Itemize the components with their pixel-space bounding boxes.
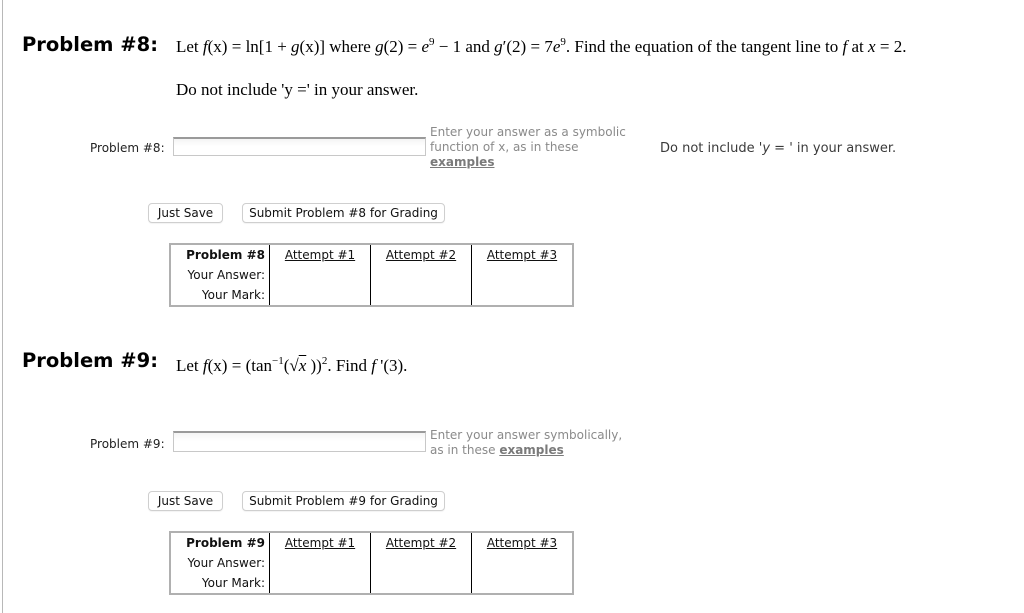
problem-9-attempts-table [169, 531, 574, 595]
stmt-exponent: −1 [272, 355, 284, 367]
stmt-text: (tan [245, 356, 272, 375]
stmt-text: . Find the equation of the tangent line to [565, 37, 839, 56]
stmt-text: 7 [544, 37, 553, 56]
stmt-text: ′(2) [502, 37, 527, 56]
note-var: y [762, 141, 771, 156]
mark-cell [472, 573, 574, 594]
stmt-text: (x) [207, 356, 228, 375]
problem-9-hint [430, 428, 622, 458]
stmt-var: e [552, 37, 561, 56]
stmt-text: Let [176, 37, 199, 56]
mark-cell [371, 285, 472, 306]
stmt-var: f [202, 37, 208, 56]
stmt-var: g [375, 37, 384, 56]
problem-8-instruction: Do not include 'y =' in your answer. [176, 80, 419, 99]
stmt-text: 2. [893, 37, 907, 56]
attempt-3-link[interactable]: Attempt #3 [486, 248, 558, 262]
stmt-text: ln[1 + [245, 37, 292, 56]
stmt-var: g [291, 37, 300, 56]
stmt-text: (x) [207, 37, 228, 56]
attempt-1-link[interactable]: Attempt #1 [284, 536, 356, 550]
stmt-text: (x)] [299, 37, 326, 56]
problem-8-attempts-table [169, 243, 574, 307]
stmt-text: (2) [383, 37, 404, 56]
stmt-var: f [371, 356, 377, 375]
stmt-text: where [329, 37, 371, 56]
hint-line: as in these [430, 443, 500, 457]
stmt-text: '(3). [376, 356, 408, 375]
mark-cell [472, 285, 574, 306]
problem-9-examples-link[interactable]: examples [499, 443, 564, 457]
problem-9-statement [176, 356, 407, 376]
problem-9-answer-input[interactable] [173, 431, 426, 452]
problem-8-statement [176, 37, 906, 57]
answer-cell [472, 265, 574, 285]
stmt-var: f [202, 356, 208, 375]
problem-9-just-save-button[interactable]: Just Save [148, 491, 223, 511]
stmt-text: at [851, 37, 864, 56]
problem-8-answer-input[interactable] [173, 137, 426, 156]
stmt-var: e [421, 37, 430, 56]
your-mark-label: Your Mark: [170, 573, 270, 594]
attempt-2-link[interactable]: Attempt #2 [385, 248, 457, 262]
stmt-var: f [842, 37, 848, 56]
answer-cell [472, 553, 574, 573]
stmt-text: − 1 and [438, 37, 490, 56]
attempts-table-title: Problem #9 [170, 532, 270, 553]
stmt-text: = [231, 356, 242, 375]
stmt-var: x [298, 356, 307, 375]
problem-8-hint [430, 125, 626, 170]
page-left-border [2, 0, 3, 613]
hint-line: Enter your answer as a symbolic [430, 125, 626, 139]
problem-8-just-save-button[interactable]: Just Save [148, 203, 223, 223]
problem-8-examples-link[interactable]: examples [430, 155, 495, 169]
problem-9-submit-button[interactable]: Submit Problem #9 for Grading [242, 491, 445, 511]
stmt-var: x [868, 37, 876, 56]
answer-cell [270, 265, 371, 285]
problem-9-heading: Problem #9: [22, 349, 158, 372]
stmt-text: = [407, 37, 418, 56]
stmt-exponent: 2 [321, 355, 328, 367]
attempts-table-title: Problem #8 [170, 244, 270, 265]
note-text: = ' in your answer. [770, 141, 897, 156]
mark-cell [270, 573, 371, 594]
your-answer-label: Your Answer: [170, 265, 270, 285]
hint-line: function of x, as in these [430, 140, 579, 154]
mark-cell [270, 285, 371, 306]
stmt-text: . Find [327, 356, 368, 375]
stmt-sqrt: (√ [283, 356, 299, 375]
stmt-text: = [879, 37, 890, 56]
stmt-exponent: 9 [560, 36, 566, 48]
stmt-text: = [231, 37, 242, 56]
problem-8-input-label: Problem #8: [90, 141, 165, 155]
stmt-var: g [494, 37, 503, 56]
stmt-text: = [530, 37, 541, 56]
attempt-1-link[interactable]: Attempt #1 [284, 248, 356, 262]
your-answer-label: Your Answer: [170, 553, 270, 573]
stmt-exponent: 9 [429, 36, 435, 48]
your-mark-label: Your Mark: [170, 285, 270, 306]
problem-9-input-label: Problem #9: [90, 437, 165, 451]
problem-8-heading: Problem #8: [22, 33, 158, 56]
stmt-text: Let [176, 356, 199, 375]
problem-8-submit-button[interactable]: Submit Problem #8 for Grading [242, 203, 445, 223]
note-text: Do not include ' [660, 141, 763, 156]
answer-cell [270, 553, 371, 573]
attempt-2-link[interactable]: Attempt #2 [385, 536, 457, 550]
hint-line: Enter your answer symbolically, [430, 428, 623, 442]
attempt-3-link[interactable]: Attempt #3 [486, 536, 558, 550]
mark-cell [371, 573, 472, 594]
answer-cell [371, 553, 472, 573]
stmt-text: )) [306, 356, 322, 375]
answer-cell [371, 265, 472, 285]
problem-8-side-note [660, 141, 896, 156]
